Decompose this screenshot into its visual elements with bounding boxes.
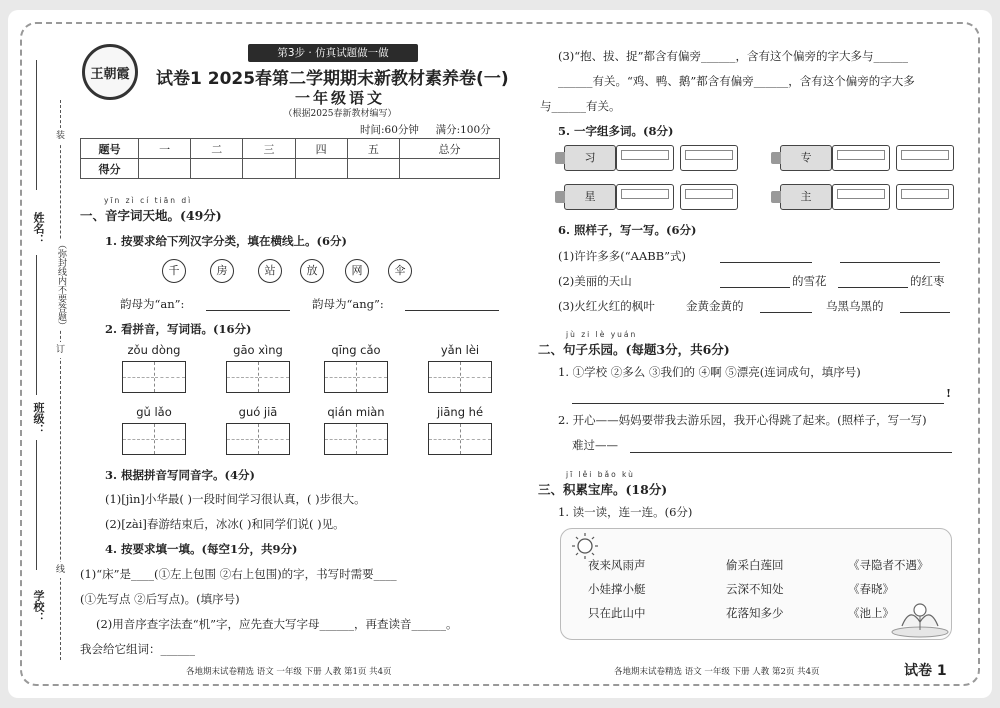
q2-text: 2. 看拼音，写词语。(16分) <box>105 322 252 336</box>
tian-grid[interactable] <box>226 423 290 455</box>
publisher-logo <box>82 44 138 100</box>
s2-q2-word: 难过—— <box>572 438 618 452</box>
tian-grid[interactable] <box>122 361 186 393</box>
step-banner: 第3步 · 仿真试题做一做 <box>248 44 418 62</box>
score-cell: 得分 <box>81 159 139 179</box>
q6-line3c: 乌黑乌黑的 <box>826 299 884 313</box>
q4-line3: (2)用音序查字法查“机”字，应先查大写字母______，再查读音______。 <box>96 617 458 631</box>
train-loco: 专 <box>780 145 832 171</box>
pinyin-word: zǒu dòng <box>127 343 181 357</box>
train-car[interactable] <box>680 145 738 171</box>
tian-grid[interactable] <box>324 361 388 393</box>
char-circle: 房 <box>210 259 234 283</box>
class-label: 班级： <box>32 402 45 435</box>
train-car[interactable] <box>896 145 954 171</box>
char-circle: 伞 <box>388 259 412 283</box>
q6-blank[interactable] <box>840 251 940 263</box>
section1-pinyin: yīn zì cí tiān dì <box>104 196 193 205</box>
pinyin-word: gǔ lǎo <box>136 405 172 419</box>
name-label: 姓名： <box>32 212 45 245</box>
poem-title[interactable]: 《寻隐者不遇》 <box>848 558 929 572</box>
section3-pinyin: jī lěi bǎo kù <box>566 470 635 479</box>
ang-answer-blank[interactable] <box>405 299 499 311</box>
exam-subtitle: 一年级语文 <box>294 89 385 107</box>
train-car[interactable] <box>616 184 674 210</box>
q6-blank[interactable] <box>720 276 790 288</box>
train-car[interactable] <box>832 145 890 171</box>
q4-3-line3: 与______有关。 <box>540 99 621 113</box>
poem-col2[interactable]: 花落知多少 <box>726 606 784 620</box>
pinyin-word: gāo xìng <box>233 343 283 357</box>
train-loco: 星 <box>564 184 616 210</box>
score-input[interactable] <box>139 159 191 179</box>
bind-line-class <box>36 255 37 395</box>
s3-q1: 1. 读一读，连一连。(6分) <box>558 505 693 519</box>
score-cell: 四 <box>295 139 347 159</box>
score-table-row <box>81 139 500 159</box>
poem-col1[interactable]: 小娃撑小艇 <box>588 582 646 596</box>
q4-3-line2: ______有关。“鸡、鸭、鹅”都含有偏旁______，含有这个偏旁的字大多 <box>558 74 915 88</box>
score-cell: 题号 <box>81 139 139 159</box>
q4-line4: 我会给它组词：______ <box>80 642 195 656</box>
seal-mark-2: 订 <box>54 342 67 358</box>
tian-grid[interactable] <box>226 361 290 393</box>
q3-line1: (1)[jìn]小华最( )一段时间学习很认真，( )步很大。 <box>105 492 366 506</box>
sun-icon <box>570 532 600 560</box>
char-circle: 放 <box>300 259 324 283</box>
time-label: 时间:60分钟 <box>360 124 419 136</box>
score-cell: 五 <box>347 139 399 159</box>
score-cell: 一 <box>139 139 191 159</box>
pinyin-word: qīng cǎo <box>331 343 381 357</box>
seal-note: （弥封线内不要答题） <box>56 240 66 330</box>
seal-mark-3: 线 <box>54 562 67 578</box>
q6-line1: (1)许许多多(“AABB”式) <box>558 249 687 263</box>
pinyin-word: guó jiā <box>238 405 278 419</box>
s2-q2: 2. 开心——妈妈要带我去游乐园，我开心得跳了起来。(照样子，写一写) <box>558 413 927 427</box>
q6-line2a: (2)美丽的天山 <box>558 274 632 288</box>
q6-line2b: 的雪花 <box>792 274 827 288</box>
q6-blank[interactable] <box>838 276 908 288</box>
score-table <box>80 138 500 179</box>
train-car[interactable] <box>832 184 890 210</box>
q4-text: 4. 按要求填一填。(每空1分，共9分) <box>105 542 298 556</box>
char-circle: 网 <box>345 259 369 283</box>
q6-line2c: 的红枣 <box>910 274 945 288</box>
q4-line1: (1)“床”是____(①左上包围 ②右上包围)的字，书写时需要____ <box>80 567 397 581</box>
score-label: 满分:100分 <box>435 124 491 136</box>
train-loco: 习 <box>564 145 616 171</box>
s2-q1: 1. ①学校 ②多么 ③我们的 ④啊 ⑤漂亮(连词成句，填序号) <box>558 365 861 379</box>
s2-q2-answer-line[interactable] <box>630 441 952 453</box>
ang-label: 韵母为“ang”: <box>312 297 384 311</box>
score-input[interactable] <box>243 159 295 179</box>
pinyin-word: jiāng hé <box>436 405 484 419</box>
score-cell: 总分 <box>399 139 499 159</box>
q6-blank[interactable] <box>720 251 812 263</box>
q6-blank[interactable] <box>900 301 950 313</box>
section2-pinyin: jù zi lè yuán <box>566 330 638 339</box>
q6-line3b: 金黄金黄的 <box>686 299 744 313</box>
q6-line3a: (3)火红火红的枫叶 <box>558 299 655 313</box>
pinyin-word: qián miàn <box>327 405 385 419</box>
tian-grid[interactable] <box>122 423 186 455</box>
school-label: 学校： <box>32 590 45 623</box>
an-answer-blank[interactable] <box>206 299 290 311</box>
score-input[interactable] <box>191 159 243 179</box>
char-circle: 千 <box>162 259 186 283</box>
footer-right: 各地期末试卷精选 语文 一年级 下册 人教 第2页 共4页 <box>614 667 820 677</box>
logo-text: 王朝霞 <box>90 66 130 82</box>
score-input[interactable] <box>347 159 399 179</box>
q1-text: 1. 按要求给下列汉字分类，填在横线上。(6分) <box>105 234 347 248</box>
train-car[interactable] <box>680 184 738 210</box>
section2-heading: 二、句子乐园。(每题3分，共6分) <box>538 342 730 357</box>
score-table-row <box>81 159 500 179</box>
char-circle: 站 <box>258 259 282 283</box>
time-score-line <box>360 122 491 137</box>
tian-grid[interactable] <box>428 423 492 455</box>
tian-grid[interactable] <box>428 361 492 393</box>
q4-line2: (①先写点 ②后写点)。(填序号) <box>80 592 240 606</box>
score-input[interactable] <box>295 159 347 179</box>
exam-title: 试卷1 2025春第二学期期末新教材素养卷(一) <box>156 69 509 89</box>
tian-grid[interactable] <box>324 423 388 455</box>
train-car[interactable] <box>616 145 674 171</box>
score-cell: 二 <box>191 139 243 159</box>
section1-heading: 一、音字词天地。(49分) <box>80 208 222 223</box>
paper-tag: 试卷 1 <box>904 663 947 679</box>
bind-line-name <box>36 60 37 190</box>
poem-title[interactable]: 《池上》 <box>848 606 894 620</box>
poem-col1[interactable]: 夜来风雨声 <box>588 558 646 572</box>
bind-line-school <box>36 440 37 570</box>
an-label: 韵母为“an”: <box>120 297 185 311</box>
section3-heading: 三、积累宝库。(18分) <box>538 482 668 497</box>
q3-line2: (2)[zài]春游结束后，冰冰( )和同学们说( )见。 <box>105 517 345 531</box>
train-loco: 主 <box>780 184 832 210</box>
q6-text: 6. 照样子，写一写。(6分) <box>558 223 697 237</box>
lotus-icon <box>890 596 950 638</box>
seal-mark-1: 装 <box>54 128 67 144</box>
poem-title[interactable]: 《春晓》 <box>848 582 894 596</box>
pinyin-word: yǎn lèi <box>440 343 480 357</box>
q4-3-line1: (3)“抱、拔、捉”都含有偏旁______，含有这个偏旁的字大多与______ <box>558 49 909 63</box>
s2-q1-answer-line[interactable] <box>572 392 944 404</box>
train-car[interactable] <box>896 184 954 210</box>
score-input[interactable] <box>399 159 499 179</box>
q6-blank[interactable] <box>760 301 812 313</box>
poem-col1[interactable]: 只在此山中 <box>588 606 646 620</box>
q5-text: 5. 一字组多词。(8分) <box>558 124 674 138</box>
poem-col2[interactable]: 云深不知处 <box>726 582 784 596</box>
s2-q1-end: ! <box>946 386 952 400</box>
exam-note: （根据2025春新教材编写） <box>283 109 397 119</box>
poem-col2[interactable]: 偷采白莲回 <box>726 558 784 572</box>
score-cell: 三 <box>243 139 295 159</box>
q3-text: 3. 根据拼音写同音字。(4分) <box>105 468 255 482</box>
footer-left: 各地期末试卷精选 语文 一年级 下册 人教 第1页 共4页 <box>186 667 392 677</box>
